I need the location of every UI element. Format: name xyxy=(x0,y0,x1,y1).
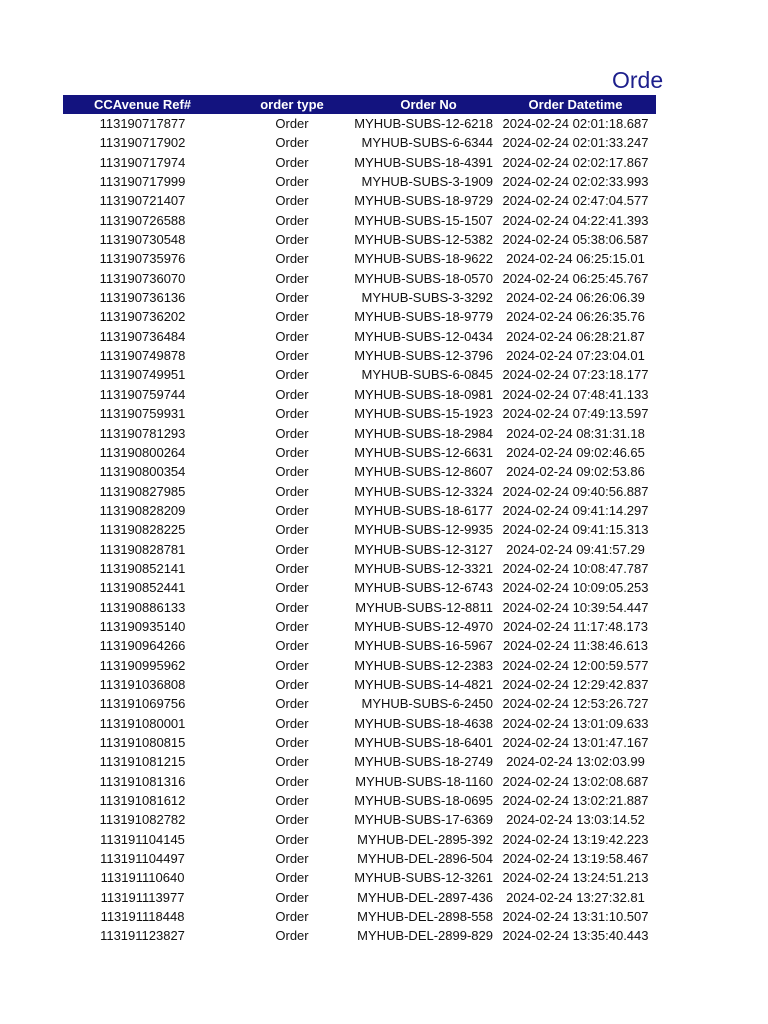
cell-order-datetime[interactable]: 2024-02-24 13:19:42.223 xyxy=(502,831,649,847)
cell-order-datetime[interactable]: 2024-02-24 07:49:13.597 xyxy=(502,406,649,422)
cell-ccavenue-ref[interactable]: 113190717999 xyxy=(99,174,186,190)
cell-ccavenue-ref[interactable]: 113190827985 xyxy=(99,483,186,499)
cell-order-datetime[interactable]: 2024-02-24 09:41:15.313 xyxy=(502,522,649,538)
table-row xyxy=(63,501,656,520)
cell-ccavenue-ref[interactable]: 113190726588 xyxy=(99,212,186,228)
cell-order-no[interactable] xyxy=(354,714,495,733)
cell-order-type[interactable]: Order xyxy=(275,715,309,731)
table-row xyxy=(63,830,656,849)
cell-order-type[interactable]: Order xyxy=(275,483,309,499)
cell-order-datetime[interactable]: 2024-02-24 13:24:51.213 xyxy=(502,870,649,886)
cell-ccavenue-ref[interactable]: 113190800264 xyxy=(99,444,186,460)
cell-order-type[interactable]: Order xyxy=(275,212,309,228)
cell-order-no-text: MYHUB-SUBS-3-3292 xyxy=(361,290,493,306)
cell-ccavenue-ref[interactable]: 113190736136 xyxy=(99,290,186,306)
cell-order-no[interactable] xyxy=(357,830,495,849)
cell-order-datetime[interactable]: 2024-02-24 10:08:47.787 xyxy=(502,560,649,576)
cell-order-type[interactable]: Order xyxy=(275,193,309,209)
cell-order-type[interactable]: Order xyxy=(275,754,309,770)
cell-order-no-text: MYHUB-DEL-2898-558 xyxy=(357,909,493,925)
cell-order-no[interactable] xyxy=(354,791,495,810)
cell-order-datetime[interactable]: 2024-02-24 13:02:08.687 xyxy=(502,773,649,789)
cell-ccavenue-ref[interactable]: 113190735976 xyxy=(99,251,186,267)
cell-ccavenue-ref[interactable]: 113191082782 xyxy=(99,812,186,828)
cell-order-no[interactable] xyxy=(354,327,495,346)
cell-order-datetime[interactable]: 2024-02-24 13:01:09.633 xyxy=(502,715,649,731)
cell-order-no[interactable] xyxy=(357,926,495,945)
cell-order-no[interactable] xyxy=(357,849,495,868)
cell-order-no[interactable] xyxy=(357,888,495,907)
cell-order-no[interactable] xyxy=(354,617,495,636)
table-row xyxy=(63,926,656,945)
cell-ccavenue-ref[interactable]: 113191036808 xyxy=(99,676,186,692)
cell-order-no-text: MYHUB-SUBS-18-9622 xyxy=(354,251,493,267)
cell-order-no[interactable] xyxy=(354,153,495,172)
table-row xyxy=(63,443,656,462)
cell-ccavenue-ref[interactable]: 113191081316 xyxy=(99,773,186,789)
cell-ccavenue-ref[interactable]: 113190736202 xyxy=(99,309,186,325)
table-row xyxy=(63,868,656,887)
table-row xyxy=(63,172,656,191)
cell-order-no-text: MYHUB-DEL-2895-392 xyxy=(357,831,493,847)
cell-order-no[interactable] xyxy=(354,656,495,675)
cell-ccavenue-ref[interactable]: 113190721407 xyxy=(99,193,186,209)
cell-order-type[interactable]: Order xyxy=(275,154,309,170)
cell-ccavenue-ref[interactable]: 113191123827 xyxy=(100,928,185,944)
cell-order-no-text: MYHUB-SUBS-12-0434 xyxy=(354,328,493,344)
cell-order-no[interactable] xyxy=(354,482,495,501)
cell-order-type[interactable]: Order xyxy=(275,618,309,634)
cell-order-type[interactable]: Order xyxy=(275,290,309,306)
cell-order-datetime[interactable]: 2024-02-24 13:02:03.99 xyxy=(506,754,645,770)
table-row xyxy=(63,694,656,713)
cell-ccavenue-ref[interactable]: 113190828781 xyxy=(99,541,186,557)
cell-order-no-text: MYHUB-SUBS-12-3127 xyxy=(354,541,493,557)
cell-order-type[interactable]: Order xyxy=(275,251,309,267)
cell-order-no[interactable] xyxy=(354,462,495,481)
cell-ccavenue-ref[interactable]: 113190717877 xyxy=(99,116,186,131)
cell-order-no[interactable] xyxy=(354,404,495,423)
cell-order-no-text: MYHUB-SUBS-6-2450 xyxy=(361,696,493,712)
table-row xyxy=(63,462,656,481)
cell-order-datetime[interactable]: 2024-02-24 09:41:57.29 xyxy=(506,541,645,557)
cell-order-no-text: MYHUB-SUBS-18-9729 xyxy=(354,193,493,209)
table-row xyxy=(63,907,656,926)
table-row xyxy=(63,230,656,249)
cell-ccavenue-ref[interactable]: 113190886133 xyxy=(99,599,186,615)
cell-order-no-text: MYHUB-SUBS-14-4821 xyxy=(354,676,493,692)
table-row xyxy=(63,288,656,307)
cell-order-type[interactable]: Order xyxy=(275,735,309,750)
cell-order-no[interactable] xyxy=(354,191,495,210)
cell-order-no-text: MYHUB-SUBS-18-4391 xyxy=(354,154,493,170)
table-body xyxy=(63,114,656,946)
cell-order-type[interactable]: Order xyxy=(275,174,309,190)
table-row xyxy=(63,153,656,172)
table-row xyxy=(63,752,656,771)
cell-ccavenue-ref[interactable]: 113190800354 xyxy=(99,464,186,480)
table-row xyxy=(63,211,656,230)
table-row xyxy=(63,191,656,210)
cell-order-no[interactable] xyxy=(355,772,495,791)
cell-order-no-text: MYHUB-DEL-2897-436 xyxy=(357,889,493,905)
cell-order-no-text: MYHUB-SUBS-18-0981 xyxy=(354,386,493,402)
cell-order-type[interactable]: Order xyxy=(275,541,309,557)
orders-table xyxy=(63,95,656,946)
cell-order-no-text: MYHUB-SUBS-18-0695 xyxy=(354,793,493,809)
table-row xyxy=(63,365,656,384)
cell-order-type[interactable]: Order xyxy=(275,522,309,538)
cell-ccavenue-ref[interactable]: 113190852141 xyxy=(99,560,186,576)
header-order-type: order type xyxy=(260,97,324,112)
cell-order-datetime[interactable]: 2024-02-24 13:02:21.887 xyxy=(502,793,649,809)
cell-order-no-text: MYHUB-SUBS-18-4638 xyxy=(354,715,493,731)
cell-order-no-text: MYHUB-SUBS-12-2383 xyxy=(354,657,493,673)
table-row xyxy=(63,114,656,133)
cell-order-datetime[interactable]: 2024-02-24 13:27:32.81 xyxy=(506,889,645,905)
cell-order-no[interactable] xyxy=(354,868,495,887)
table-row xyxy=(63,656,656,675)
table-row xyxy=(63,404,656,423)
cell-order-datetime[interactable]: 2024-02-24 13:19:58.467 xyxy=(502,851,649,867)
cell-order-datetime[interactable]: 2024-02-24 07:23:04.01 xyxy=(506,348,645,364)
cell-ccavenue-ref[interactable]: 113191069756 xyxy=(99,696,186,712)
cell-order-type[interactable]: Order xyxy=(275,232,309,248)
table-row xyxy=(63,714,656,733)
cell-order-no-text: MYHUB-SUBS-18-2984 xyxy=(354,425,493,441)
cell-order-type[interactable]: Order xyxy=(275,367,309,383)
cell-order-type[interactable]: Order xyxy=(275,116,309,131)
cell-order-datetime[interactable]: 2024-02-24 06:25:15.01 xyxy=(506,251,645,267)
cell-order-type[interactable]: Order xyxy=(275,638,309,654)
cell-order-type[interactable]: Order xyxy=(275,502,309,518)
cell-order-type[interactable]: Order xyxy=(275,386,309,402)
cell-ccavenue-ref[interactable]: 113191081215 xyxy=(99,754,186,770)
cell-ccavenue-ref[interactable]: 113190995962 xyxy=(99,657,186,673)
cell-order-no-text: MYHUB-SUBS-12-9935 xyxy=(354,522,493,538)
cell-order-type[interactable]: Order xyxy=(275,348,309,364)
cell-order-datetime[interactable]: 2024-02-24 09:02:46.65 xyxy=(506,444,645,460)
table-row xyxy=(63,269,656,288)
table-row xyxy=(63,133,656,152)
cell-order-datetime[interactable]: 2024-02-24 12:53:26.727 xyxy=(502,696,649,712)
cell-order-no[interactable] xyxy=(354,733,495,752)
cell-order-type[interactable]: Order xyxy=(275,270,309,286)
cell-ccavenue-ref[interactable]: 113190964266 xyxy=(99,638,186,654)
cell-ccavenue-ref[interactable]: 113190852441 xyxy=(99,580,186,596)
table-row xyxy=(63,733,656,752)
cell-order-no-text: MYHUB-SUBS-18-0570 xyxy=(354,270,493,286)
cell-order-type[interactable]: Order xyxy=(275,599,309,615)
cell-order-type[interactable]: Order xyxy=(275,773,309,789)
cell-ccavenue-ref[interactable]: 113190717974 xyxy=(99,154,186,170)
cell-ccavenue-ref[interactable]: 113190759744 xyxy=(99,386,186,402)
table-row xyxy=(63,810,656,829)
table-row xyxy=(63,578,656,597)
cell-ccavenue-ref[interactable]: 113191104497 xyxy=(100,851,185,867)
cell-order-datetime[interactable]: 2024-02-24 08:31:31.18 xyxy=(506,425,645,441)
cell-order-datetime[interactable]: 2024-02-24 04:22:41.393 xyxy=(502,212,649,228)
cell-order-no[interactable] xyxy=(354,675,495,694)
cell-order-no-text: MYHUB-SUBS-12-8811 xyxy=(355,599,493,615)
table-row xyxy=(63,424,656,443)
cell-order-no[interactable] xyxy=(362,288,495,307)
cell-order-no-text: MYHUB-SUBS-18-1160 xyxy=(355,773,493,789)
cell-order-no-text: MYHUB-SUBS-12-3261 xyxy=(354,870,493,886)
cell-order-no[interactable] xyxy=(354,636,495,655)
cell-order-type[interactable]: Order xyxy=(275,851,309,867)
cell-order-no[interactable] xyxy=(354,230,495,249)
cell-order-datetime[interactable]: 2024-02-24 02:47:04.577 xyxy=(502,193,649,209)
table-row xyxy=(63,617,656,636)
cell-order-datetime[interactable]: 2024-02-24 13:31:10.507 xyxy=(502,909,649,925)
table-row xyxy=(63,346,656,365)
cell-ccavenue-ref[interactable]: 113191080815 xyxy=(99,735,186,750)
cell-order-no-text: MYHUB-SUBS-3-1909 xyxy=(361,174,493,190)
cell-order-no-text: MYHUB-SUBS-15-1507 xyxy=(354,212,493,228)
cell-order-type[interactable]: Order xyxy=(275,870,309,886)
cell-order-type[interactable]: Order xyxy=(275,309,309,325)
cell-order-no-text: MYHUB-DEL-2896-504 xyxy=(357,851,493,867)
cell-ccavenue-ref[interactable]: 113190717902 xyxy=(99,135,186,151)
cell-order-datetime[interactable]: 2024-02-24 02:02:33.993 xyxy=(502,174,649,190)
cell-order-no-text: MYHUB-SUBS-12-6218 xyxy=(354,116,493,131)
cell-order-datetime[interactable]: 2024-02-24 02:02:17.867 xyxy=(502,154,649,170)
cell-order-type[interactable]: Order xyxy=(275,580,309,596)
cell-order-no-text: MYHUB-SUBS-18-9779 xyxy=(354,309,493,325)
cell-ccavenue-ref[interactable]: 113190736484 xyxy=(99,328,186,344)
cell-order-no[interactable] xyxy=(354,810,495,829)
cell-order-no-text: MYHUB-SUBS-12-6631 xyxy=(354,444,493,460)
cell-order-datetime[interactable]: 2024-02-24 10:39:54.447 xyxy=(502,599,649,615)
cell-order-no[interactable] xyxy=(354,249,495,268)
cell-order-type[interactable]: Order xyxy=(275,793,309,809)
cell-order-no-text: MYHUB-SUBS-16-5967 xyxy=(354,638,493,654)
cell-order-datetime[interactable]: 2024-02-24 11:38:46.613 xyxy=(502,638,649,654)
table-row xyxy=(63,482,656,501)
cell-order-type[interactable]: Order xyxy=(275,831,309,847)
cell-ccavenue-ref[interactable]: 113190730548 xyxy=(99,232,186,248)
table-row xyxy=(63,675,656,694)
cell-order-no-text: MYHUB-SUBS-6-6344 xyxy=(361,135,493,151)
table-row xyxy=(63,598,656,617)
cell-order-no[interactable] xyxy=(354,578,495,597)
table-row xyxy=(63,520,656,539)
cell-ccavenue-ref[interactable]: 113190935140 xyxy=(99,618,186,634)
cell-order-type[interactable]: Order xyxy=(275,328,309,344)
cell-order-no[interactable] xyxy=(362,694,495,713)
cell-ccavenue-ref[interactable]: 113191081612 xyxy=(99,793,186,809)
page-title: Orde xyxy=(612,67,664,93)
cell-order-no-text: MYHUB-SUBS-12-8607 xyxy=(354,464,493,480)
cell-order-no[interactable] xyxy=(354,520,495,539)
cell-order-datetime[interactable]: 2024-02-24 02:01:33.247 xyxy=(502,135,649,151)
cell-order-datetime[interactable]: 2024-02-24 07:23:18.177 xyxy=(502,367,649,383)
cell-ccavenue-ref[interactable]: 113190736070 xyxy=(99,270,186,286)
cell-order-no-text: MYHUB-SUBS-17-6369 xyxy=(354,812,493,828)
cell-ccavenue-ref[interactable]: 113190749878 xyxy=(99,348,186,364)
cell-order-datetime[interactable]: 2024-02-24 10:09:05.253 xyxy=(502,580,649,596)
cell-order-datetime[interactable]: 2024-02-24 13:35:40.443 xyxy=(502,928,649,944)
cell-order-no[interactable] xyxy=(354,307,495,326)
cell-order-no-text: MYHUB-SUBS-12-5382 xyxy=(354,232,493,248)
cell-order-no-text: MYHUB-SUBS-6-0845 xyxy=(361,367,493,383)
cell-order-type[interactable]: Order xyxy=(275,909,309,925)
table-row xyxy=(63,327,656,346)
cell-order-no[interactable] xyxy=(362,133,495,152)
cell-ccavenue-ref[interactable]: 113191104145 xyxy=(100,831,185,847)
cell-order-type[interactable]: Order xyxy=(275,676,309,692)
cell-order-no-text: MYHUB-SUBS-18-6177 xyxy=(354,502,493,518)
cell-order-datetime[interactable]: 2024-02-24 02:01:18.687 xyxy=(502,116,649,131)
cell-order-type[interactable]: Order xyxy=(275,444,309,460)
cell-order-type[interactable]: Order xyxy=(275,425,309,441)
table-row xyxy=(63,385,656,404)
table-row xyxy=(63,772,656,791)
cell-order-no-text: MYHUB-SUBS-18-2749 xyxy=(354,754,493,770)
cell-order-no[interactable] xyxy=(357,907,495,926)
header-order-datetime: Order Datetime xyxy=(528,97,623,112)
cell-order-datetime[interactable]: 2024-02-24 11:17:48.173 xyxy=(502,618,649,634)
cell-ccavenue-ref[interactable]: 113190781293 xyxy=(99,425,186,441)
cell-order-type[interactable]: Order xyxy=(275,406,309,422)
table-row xyxy=(63,249,656,268)
cell-ccavenue-ref[interactable]: 113191113977 xyxy=(100,889,185,905)
cell-ccavenue-ref[interactable]: 113190828225 xyxy=(99,522,186,538)
header-order-no: Order No xyxy=(400,97,457,112)
cell-order-datetime[interactable]: 2024-02-24 09:02:53.86 xyxy=(506,464,645,480)
table-row xyxy=(63,559,656,578)
cell-order-datetime[interactable]: 2024-02-24 06:25:45.767 xyxy=(502,270,649,286)
cell-order-no-text: MYHUB-SUBS-15-1923 xyxy=(354,406,493,422)
cell-order-no[interactable] xyxy=(354,540,495,559)
cell-order-datetime[interactable]: 2024-02-24 06:28:21.87 xyxy=(506,328,645,344)
cell-order-datetime[interactable]: 2024-02-24 12:00:59.577 xyxy=(502,657,649,673)
cell-order-no[interactable] xyxy=(362,172,495,191)
cell-order-datetime[interactable]: 2024-02-24 05:38:06.587 xyxy=(502,232,649,248)
cell-order-type[interactable]: Order xyxy=(275,889,309,905)
cell-order-no[interactable] xyxy=(362,365,495,384)
cell-order-no[interactable] xyxy=(354,752,495,771)
table-row xyxy=(63,791,656,810)
cell-order-datetime[interactable]: 2024-02-24 06:26:06.39 xyxy=(506,290,645,306)
cell-order-no-text: MYHUB-SUBS-12-3321 xyxy=(354,560,493,576)
cell-order-datetime[interactable]: 2024-02-24 07:48:41.133 xyxy=(502,386,649,402)
cell-order-no-text: MYHUB-SUBS-12-3324 xyxy=(354,483,493,499)
cell-order-no[interactable] xyxy=(354,424,495,443)
cell-order-no[interactable] xyxy=(354,346,495,365)
cell-order-no-text: MYHUB-DEL-2899-829 xyxy=(357,928,493,944)
cell-ccavenue-ref[interactable]: 113191110640 xyxy=(100,870,185,886)
cell-ccavenue-ref[interactable]: 113190828209 xyxy=(99,502,186,518)
table-header xyxy=(63,95,656,114)
cell-order-no-text: MYHUB-SUBS-12-4970 xyxy=(354,618,493,634)
cell-ccavenue-ref[interactable]: 113190749951 xyxy=(99,367,186,383)
cell-order-type[interactable]: Order xyxy=(275,560,309,576)
cell-ccavenue-ref[interactable]: 113191080001 xyxy=(99,715,186,731)
cell-order-no-text: MYHUB-SUBS-18-6401 xyxy=(354,735,493,750)
cell-order-no[interactable] xyxy=(354,385,495,404)
table-row xyxy=(63,540,656,559)
cell-order-datetime[interactable]: 2024-02-24 06:26:35.76 xyxy=(506,309,645,325)
cell-order-no-text: MYHUB-SUBS-12-3796 xyxy=(354,348,493,364)
header-ccavenue-ref: CCAvenue Ref# xyxy=(93,97,192,112)
cell-order-datetime[interactable]: 2024-02-24 12:29:42.837 xyxy=(502,676,649,692)
cell-ccavenue-ref[interactable]: 113190759931 xyxy=(99,406,186,422)
cell-order-no[interactable] xyxy=(354,114,495,133)
cell-order-no[interactable] xyxy=(354,443,495,462)
cell-ccavenue-ref[interactable]: 113191118448 xyxy=(100,909,185,925)
cell-order-type[interactable]: Order xyxy=(275,928,309,944)
cell-order-type[interactable]: Order xyxy=(275,657,309,673)
cell-order-datetime[interactable]: 2024-02-24 09:40:56.887 xyxy=(502,483,649,499)
table-row xyxy=(63,888,656,907)
cell-order-no[interactable] xyxy=(354,211,495,230)
cell-order-no-text: MYHUB-SUBS-12-6743 xyxy=(354,580,493,596)
cell-order-no[interactable] xyxy=(354,559,495,578)
cell-order-no[interactable] xyxy=(355,598,495,617)
table-row xyxy=(63,849,656,868)
cell-order-datetime[interactable]: 2024-02-24 13:01:47.167 xyxy=(502,735,649,750)
table-row xyxy=(63,636,656,655)
cell-order-type[interactable]: Order xyxy=(275,135,309,151)
cell-order-type[interactable]: Order xyxy=(275,464,309,480)
table-row xyxy=(63,307,656,326)
cell-order-type[interactable]: Order xyxy=(275,812,309,828)
cell-order-type[interactable]: Order xyxy=(275,696,309,712)
cell-order-datetime[interactable]: 2024-02-24 13:03:14.52 xyxy=(506,812,645,828)
cell-order-datetime[interactable]: 2024-02-24 09:41:14.297 xyxy=(502,502,649,518)
cell-order-no[interactable] xyxy=(354,269,495,288)
cell-order-no[interactable] xyxy=(354,501,495,520)
